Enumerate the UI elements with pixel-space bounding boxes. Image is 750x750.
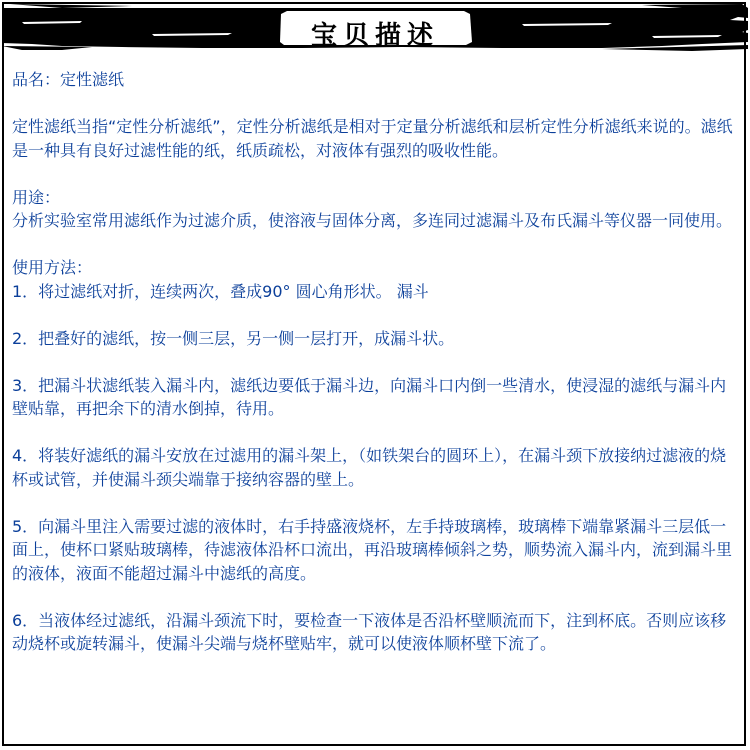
product-description: 定性滤纸当指“定性分析滤纸”，定性分析滤纸是相对于定量分析滤纸和层析定性分析滤纸来说的。滤纸是一种具有良好过滤性能的纸，纸质疏松，对液体有强烈的吸收性能。 <box>12 117 733 160</box>
method-step: 6．当液体经过滤纸，沿漏斗颈流下时，要检查一下液体是否沿杯壁顺流而下，注到杯底。否则应该移动烧杯或旋转漏斗，使漏斗尖端与烧杯壁贴牢，就可以使液体顺杯壁下流了。 <box>12 610 727 653</box>
page-title: 宝贝描述 <box>310 21 439 51</box>
method-step: 5．向漏斗里注入需要过滤的液体时，右手持盛液烧杯，左手持玻璃棒，玻璃棒下端靠紧漏斗三层低一面上，使杯口紧贴玻璃棒，待滤液体沿杯口流出，再沿玻璃棒倾斜之势，顺势流入漏斗内，流到漏斗里的液体，液面不能超过漏斗中滤纸的高度。 <box>12 516 733 583</box>
method-step: 4．将装好滤纸的漏斗安放在过滤用的漏斗架上，（如铁架台的圆环上），在漏斗颈下放接纳过滤液的烧杯或试管，并使漏斗颈尖端靠于接纳容器的壁上。 <box>12 446 727 489</box>
product-name: 品名：定性滤纸 <box>12 70 125 89</box>
description-content <box>12 68 738 656</box>
method-step: 2．把叠好的滤纸，按一侧三层，另一侧一层打开，成漏斗状。 <box>12 328 455 348</box>
method-heading: 使用方法： <box>12 258 93 277</box>
usage-text: 分析实验室常用滤纸作为过滤介质，使溶液与固体分离，多连同过滤漏斗及布氏漏斗等仪器一同使用。 <box>12 211 733 230</box>
usage-heading: 用途： <box>12 187 61 207</box>
title-banner <box>2 2 748 62</box>
method-step: 3．把漏斗状滤纸装入漏斗内，滤纸边要低于漏斗边，向漏斗口内倒一些清水，使浸湿的滤纸与漏斗内壁贴靠，再把余下的清水倒掉，待用。 <box>12 375 727 418</box>
method-step: 1．将过滤纸对折，连续两次，叠成90° 圆心角形状。 漏斗 <box>12 281 429 301</box>
